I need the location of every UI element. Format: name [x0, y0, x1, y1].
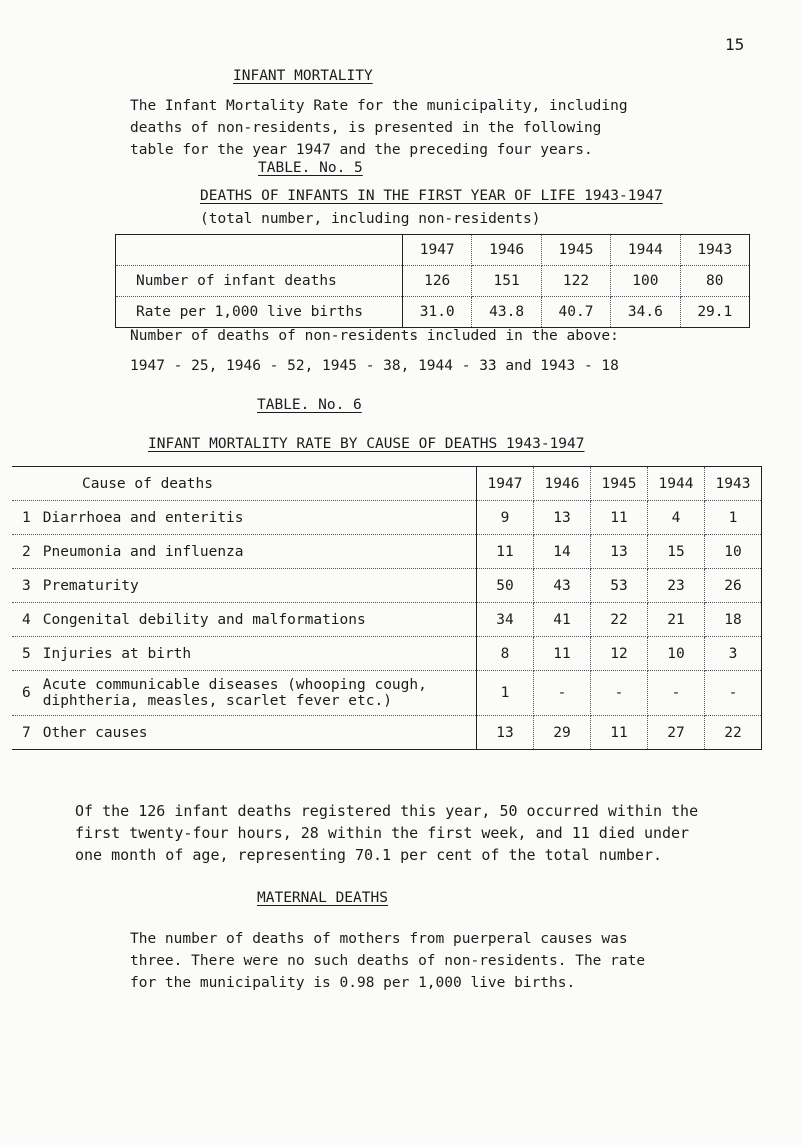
- table-row: [116, 235, 750, 266]
- table-row: [12, 671, 762, 716]
- cause-number: 2: [22, 543, 31, 560]
- year-header: 1944: [648, 467, 705, 501]
- table-cell: 10: [705, 535, 762, 569]
- table-cell: 53: [591, 569, 648, 603]
- table-cell: 100: [611, 266, 680, 297]
- table-cell: 122: [541, 266, 610, 297]
- table5-corner: [116, 235, 403, 266]
- table-cell: 22: [705, 716, 762, 750]
- section-title-infant-mortality: INFANT MORTALITY: [233, 68, 373, 84]
- table-cell: 26: [705, 569, 762, 603]
- table5-title: DEATHS OF INFANTS IN THE FIRST YEAR OF LIFE 1943-1947: [200, 188, 663, 204]
- table-cell: 11: [477, 535, 534, 569]
- table-cell: 43: [534, 569, 591, 603]
- table-cell: 40.7: [541, 297, 610, 328]
- table-cell: 13: [477, 716, 534, 750]
- year-header: 1945: [591, 467, 648, 501]
- cause-cell: [12, 535, 477, 569]
- cause-cell: [12, 569, 477, 603]
- row-label: Number of infant deaths: [116, 266, 403, 297]
- table-cell: 126: [403, 266, 472, 297]
- table6: [12, 466, 762, 750]
- year-header: 1947: [403, 235, 472, 266]
- intro-paragraph: The Infant Mortality Rate for the municipality, including deaths of non-residents, is presented in the following table for the year 1947 and the preceding four years.: [130, 98, 628, 158]
- table-cell: 11: [591, 716, 648, 750]
- table-row: [12, 501, 762, 535]
- table-row: [116, 297, 750, 328]
- table-cell: 41: [534, 603, 591, 637]
- table-cell: 4: [648, 501, 705, 535]
- table-cell: 8: [477, 637, 534, 671]
- cause-number: 1: [22, 509, 31, 526]
- table5-subtitle: (total number, including non-residents): [200, 211, 541, 227]
- table-row: [12, 569, 762, 603]
- table-cell: 14: [534, 535, 591, 569]
- table-cell: -: [648, 671, 705, 716]
- table5: [115, 234, 750, 328]
- cause-label: Prematurity: [42, 577, 139, 594]
- table-row: [12, 637, 762, 671]
- table-cell: 13: [534, 501, 591, 535]
- cause-cell: [12, 501, 477, 535]
- table-row: [116, 266, 750, 297]
- nonresident-line-2: 1947 - 25, 1946 - 52, 1945 - 38, 1944 - 33 and 1943 - 18: [130, 358, 619, 374]
- table-cell: 34: [477, 603, 534, 637]
- year-header: 1943: [705, 467, 762, 501]
- cause-cell: [12, 637, 477, 671]
- year-header: 1945: [541, 235, 610, 266]
- cause-label: Congenital debility and malformations: [42, 611, 366, 628]
- maternal-paragraph: The number of deaths of mothers from puerperal causes was three. There were no such deaths of non-residents. The rate for the municipality is 0.98 per 1,000 live births.: [130, 931, 646, 991]
- table-cell: 21: [648, 603, 705, 637]
- table-row: [12, 467, 762, 501]
- cause-number: 4: [22, 611, 31, 628]
- year-header: 1944: [611, 235, 680, 266]
- cause-label: Acute communicable diseases (whooping cough, diphtheria, measles, scarlet fever etc.): [42, 677, 427, 709]
- cause-number: 3: [22, 577, 31, 594]
- table-cell: 1: [477, 671, 534, 716]
- table-cell: -: [534, 671, 591, 716]
- table-cell: 50: [477, 569, 534, 603]
- section-title-maternal-deaths: MATERNAL DEATHS: [257, 890, 388, 906]
- table-cell: 9: [477, 501, 534, 535]
- table-cell: 12: [591, 637, 648, 671]
- table-cell: 18: [705, 603, 762, 637]
- table-cell: 80: [680, 266, 749, 297]
- table-cell: 3: [705, 637, 762, 671]
- table-cell: 13: [591, 535, 648, 569]
- cause-number: 5: [22, 645, 31, 662]
- table-cell: 1: [705, 501, 762, 535]
- table-cell: 22: [591, 603, 648, 637]
- table-cell: 10: [648, 637, 705, 671]
- table5-label: TABLE. No. 5: [258, 160, 363, 176]
- year-header: 1943: [680, 235, 749, 266]
- cause-cell: [12, 716, 477, 750]
- cause-label: Other causes: [42, 724, 148, 741]
- table-cell: 27: [648, 716, 705, 750]
- table-cell: 15: [648, 535, 705, 569]
- table-row: [12, 603, 762, 637]
- cause-number: 7: [22, 724, 31, 741]
- year-header: 1947: [477, 467, 534, 501]
- cause-label: Pneumonia and influenza: [42, 543, 244, 560]
- cause-label: Diarrhoea and enteritis: [42, 509, 244, 526]
- table-cell: 151: [472, 266, 541, 297]
- table-cell: 29: [534, 716, 591, 750]
- summary-paragraph: Of the 126 infant deaths registered this year, 50 occurred within the first twenty-four hours, 28 within the first week, and 11 died under one month of age, representing 70.1 per cent of the total number.: [75, 802, 699, 864]
- year-header: 1946: [472, 235, 541, 266]
- table-row: [12, 535, 762, 569]
- table-cell: 11: [534, 637, 591, 671]
- table-cell: -: [705, 671, 762, 716]
- year-header: 1946: [534, 467, 591, 501]
- page-number: 15: [725, 35, 745, 54]
- nonresident-line-1: Number of deaths of non-residents included in the above:: [130, 328, 619, 344]
- table-cell: 43.8: [472, 297, 541, 328]
- table-cell: 29.1: [680, 297, 749, 328]
- cause-cell: [12, 603, 477, 637]
- table6-label: TABLE. No. 6: [257, 397, 362, 413]
- cause-number: 6: [22, 685, 31, 701]
- table-cell: 11: [591, 501, 648, 535]
- table6-header-cause: Cause of deaths: [12, 467, 477, 501]
- table-cell: -: [591, 671, 648, 716]
- table-cell: 23: [648, 569, 705, 603]
- table-row: [12, 716, 762, 750]
- table-cell: 31.0: [403, 297, 472, 328]
- cause-label: Injuries at birth: [42, 645, 192, 662]
- cause-cell: [12, 671, 477, 716]
- table6-title: INFANT MORTALITY RATE BY CAUSE OF DEATHS 1943-1947: [148, 436, 585, 452]
- table-cell: 34.6: [611, 297, 680, 328]
- row-label: Rate per 1,000 live births: [116, 297, 403, 328]
